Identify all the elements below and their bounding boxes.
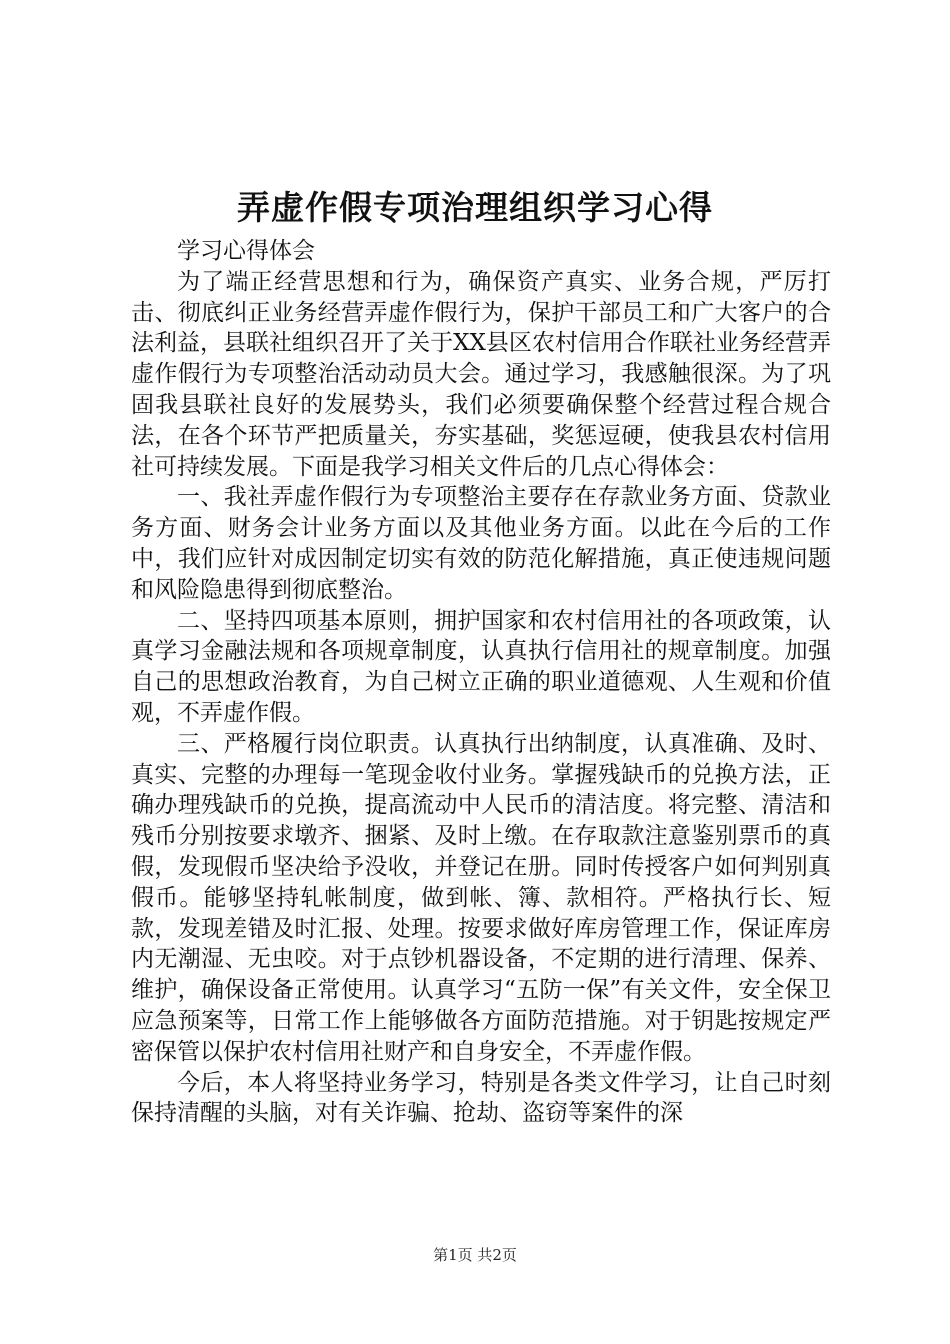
document-title: 弄虚作假专项治理组织学习心得 bbox=[237, 188, 713, 227]
paragraph-point-1: 一、我社弄虚作假行为专项整治主要存在存款业务方面、贷款业务方面、财务会计业务方面以及其他业务方面。以此在今后的工作中，我们应针对成因制定切实有效的防范化解措施，真正使违规问题和风险隐患得到彻底整治。 bbox=[131, 484, 831, 603]
paragraph-conclusion: 今后，本人将坚持业务学习，特别是各类文件学习，让自己时刻保持清醒的头脑，对有关诈骗、抢劫、盗窃等案件的深 bbox=[131, 1069, 831, 1127]
paragraph-point-3: 三、严格履行岗位职责。认真执行出纳制度，认真准确、及时、真实、完整的办理每一笔现金收付业务。掌握残缺币的兑换方法，正确办理残缺币的兑换，提高流动中人民币的清洁度。将完整、清洁和残币分别按要求墩齐、捆紧、及时上缴。在存取款注意鉴别票币的真假，发现假币坚决给予没收，并登记在册。同时传授客户如何判别真假币。能够坚持轧帐制度，做到帐、簿、款相符。严格执行长、短款，发现差错及时汇报、处理。按要求做好库房管理工作，保证库房内无潮湿、无虫咬。对于点钞机器设备，不定期的进行清理、保养、维护，确保设备正常使用。认真学习“五防一保”有关文件，安全保卫应急预案等，日常工作上能够做各方面防范措施。对于钥匙按规定严密保管以保护农村信用社财产和自身安全，不弄虚作假。 bbox=[131, 730, 831, 1065]
section-heading: 学习心得体会 bbox=[177, 238, 315, 264]
paragraph-point-2: 二、坚持四项基本原则，拥护国家和农村信用社的各项政策，认真学习金融法规和各项规章制度，认真执行信用社的规章制度。加强自己的思想政治教育，为自己树立正确的职业道德观、人生观和价值观，不弄虚作假。 bbox=[131, 607, 831, 726]
document-body bbox=[131, 236, 831, 1129]
paragraph-intro: 为了端正经营思想和行为，确保资产真实、业务合规，严厉打击、彻底纠正业务经营弄虚作假行为，保护干部员工和广大客户的合法利益，县联社组织召开了关于XX县区农村信用合作联社业务经营弄虚作假行为专项整治活动动员大会。通过学习，我感触很深。为了巩固我县联社良好的发展势头，我们必须要确保整个经营过程合规合法，在各个环节严把质量关，夯实基础，奖惩逗硬，使我县农村信用社可持续发展。下面是我学习相关文件后的几点心得体会： bbox=[131, 268, 831, 480]
page-footer: 第1页 共2页 bbox=[433, 1246, 517, 1264]
